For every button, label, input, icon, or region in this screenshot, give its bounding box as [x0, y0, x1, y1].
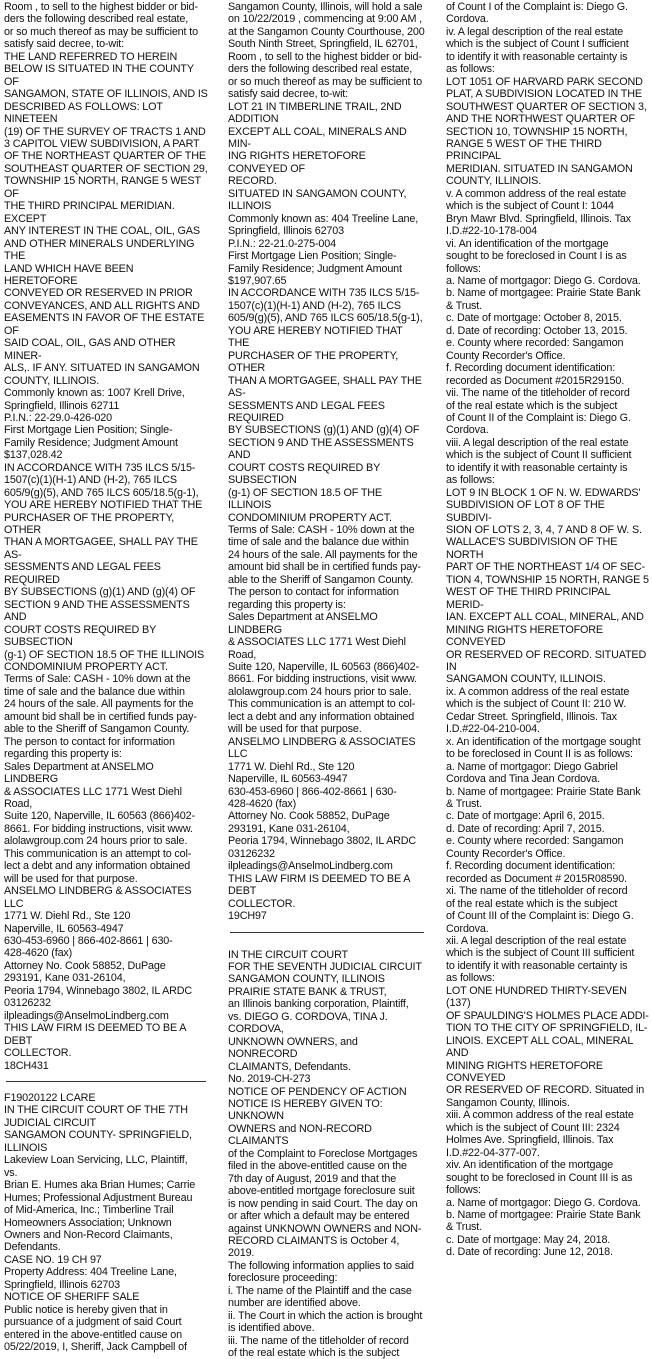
text-line: PURCHASER OF THE PROPERTY, OTHER	[4, 511, 175, 537]
text-line: ALS,. IF ANY. SITUATED IN SANGAMON	[4, 362, 200, 375]
text-line: of Count III of the Complaint is: Diego G.	[446, 910, 634, 923]
text-line: SUBDIVISION OF LOT 8 OF THE SUBDIVI-	[446, 499, 605, 524]
text-line: xi. The name of the titleholder of record	[446, 885, 628, 898]
text-line: Room , to sell to the highest bidder or bid-	[4, 1, 198, 13]
text-line: COLLECTOR.	[4, 1047, 72, 1060]
text-line: RANGE 5 WEST OF THE THIRD PRINCIPAL	[446, 137, 602, 163]
text-line: Public notice is hereby given that in	[4, 1303, 168, 1316]
text-line: IN ACCORDANCE WITH 735 ILCS 5/15-	[228, 287, 420, 300]
text-line: Sangamon County, Illinois, will hold a sale	[228, 1, 423, 13]
text-line: F19020122 LCARE	[4, 1091, 96, 1104]
notice-block	[4, 1, 208, 1072]
text-line: on 10/22/2019 , commencing at 9:00 AM ,	[228, 13, 423, 26]
text-line: ilpleadings@AnselmoLindberg.com	[228, 860, 393, 873]
text-line: Sangamon County, Illinois.	[446, 1096, 570, 1109]
text-line: THAN A MORTGAGEE, SHALL PAY THE AS-	[228, 374, 422, 400]
text-line: ilpleadings@AnselmoLindberg.com	[4, 1009, 169, 1022]
text-line: d. Date of recording: October 13, 2015.	[446, 324, 628, 337]
text-line: alolawgroup.com 24 hours prior to sale.	[4, 835, 188, 848]
text-line: at the Sangamon County Courthouse, 200	[228, 25, 425, 38]
text-line: TOWNSHIP 15 NORTH, RANGE 5 WEST OF	[4, 175, 201, 200]
text-line: which is the subject of Count II: 210 W.	[446, 698, 627, 711]
text-line: SION OF LOTS 2, 3, 4, 7 AND 8 OF W. S.	[446, 524, 642, 537]
text-line: Springfield, Illinois 62703	[228, 225, 344, 238]
text-line: vs.	[4, 1166, 18, 1179]
text-line: vs. DIEGO G. CORDOVA, TINA J.	[228, 1010, 388, 1023]
text-line: Naperville, IL 60563-4947	[228, 773, 348, 786]
text-line: 18CH431	[4, 1059, 49, 1072]
text-line: of Count II of the Complaint is: Diego G.	[446, 411, 631, 424]
text-line: (g-1) OF SECTION 18.5 OF THE ILLINOIS	[228, 486, 382, 512]
text-line: Property Address: 404 Treeline Lane,	[4, 1266, 177, 1279]
text-line: CONVEYED OR RESERVED IN PRIOR	[4, 287, 193, 300]
text-line: Commonly known as: 1007 Krell Drive,	[4, 387, 185, 400]
text-line: LOT ONE HUNDRED THIRTY-SEVEN (137)	[446, 984, 627, 1010]
text-line: DESCRIBED AS FOLLOWS: LOT NINETEEN	[4, 100, 163, 126]
text-line: UNKNOWN OWNERS, and NONRECORD	[228, 1035, 358, 1061]
text-line: b. Name of mortgagee: Prairie State Bank	[446, 1208, 641, 1221]
text-line: P.I.N.: 22-29.0-426-020	[4, 411, 112, 424]
text-line: I.D.#22-04-377-007.	[446, 1146, 540, 1159]
text-line: SANGAMON COUNTY, ILLINOIS.	[446, 673, 606, 686]
text-line: SOUTHEAST QUARTER OF SECTION 29,	[4, 162, 208, 175]
text-line: FOR THE SEVENTH JUDICIAL CIRCUIT	[228, 960, 422, 973]
text-line: YOU ARE HEREBY NOTIFIED THAT THE	[228, 324, 403, 350]
text-line: a. Name of mortgagor: Diego Gabriel	[446, 760, 618, 773]
text-line: will be used for that purpose.	[228, 723, 362, 736]
text-line: PURCHASER OF THE PROPERTY, OTHER	[228, 349, 399, 375]
text-line: EASEMENTS IN FAVOR OF THE ESTATE OF	[4, 312, 205, 337]
text-line: is identified above.	[228, 1322, 315, 1335]
text-line: to identify it with reasonable certainty is	[446, 959, 628, 972]
text-line: SOUTHWEST QUARTER OF SECTION 3,	[446, 100, 647, 113]
text-line: as follows:	[446, 63, 495, 76]
text-line: LOT 1051 OF HARVARD PARK SECOND	[446, 75, 643, 88]
text-line: SECTION 9 AND THE ASSESSMENTS AND	[4, 598, 190, 624]
text-line: of the Complaint to Foreclose Mortgages	[228, 1147, 418, 1160]
text-line: CORDOVA,	[228, 1023, 284, 1036]
text-line: THE THIRD PRINCIPAL MERIDIAN. EXCEPT	[4, 200, 175, 225]
text-line: amount bid shall be in certified funds pay-	[4, 710, 197, 723]
text-line: to identify it with reasonable certainty is	[446, 461, 628, 474]
text-line: xii. A legal description of the real estate	[446, 934, 627, 947]
text-line: 19CH97	[228, 910, 267, 923]
text-line: This communication is an attempt to col-	[228, 698, 416, 711]
text-line: I.D.#22-04-210-004.	[446, 723, 540, 736]
text-line: 428-4620 (fax)	[4, 947, 73, 960]
text-line: xiii. A common address of the real estate	[446, 1109, 634, 1122]
text-line: a. Name of mortgagor: Diego G. Cordova.	[446, 274, 641, 287]
notice-block	[228, 1, 426, 923]
text-line: SECTION 9 AND THE ASSESSMENTS AND	[228, 436, 414, 462]
text-line: above-entitled mortgage foreclosure suit	[228, 1185, 415, 1198]
text-line: Cordova.	[446, 13, 489, 26]
text-line: 630-453-6960 | 866-402-8661 | 630-	[4, 934, 173, 947]
text-line: to identify it with reasonable certainty is	[446, 50, 628, 63]
text-line: Attorney No. Cook 58852, DuPage	[228, 810, 390, 823]
text-line: 03126232	[4, 997, 51, 1010]
text-line: regarding this property is:	[228, 598, 346, 611]
text-line: follows:	[446, 262, 481, 275]
text-line: foreclosure proceeding:	[228, 1272, 338, 1285]
text-line: & Trust.	[446, 1221, 482, 1234]
text-line: viii. A legal description of the real estate	[446, 436, 629, 449]
text-line: vi. An identification of the mortgage	[446, 237, 609, 250]
text-line: YOU ARE HEREBY NOTIFIED THAT THE	[4, 499, 203, 512]
text-line: OF SPAULDING'S HOLMES PLACE ADDI-	[446, 1009, 649, 1022]
column-1	[4, 1, 208, 1354]
text-line: SANGAMON, STATE OF ILLINOIS, AND IS	[4, 88, 208, 101]
text-line: CLAIMANTS, Defendants.	[228, 1060, 351, 1073]
column-divider-rule	[6, 1081, 206, 1082]
text-line: pursuance of a judgment of said Court	[4, 1316, 182, 1329]
text-line: ii. The Court in which the action is brought	[228, 1309, 423, 1322]
text-line: as follows:	[446, 474, 495, 487]
text-line: OR RESERVED OF RECORD. Situated in	[446, 1084, 645, 1097]
text-line: of Count I of the Complaint is: Diego G.	[446, 1, 628, 13]
text-line: OR RESERVED OF RECORD. SITUATED IN	[446, 648, 647, 674]
text-line: Suite 120, Naperville, IL 60563 (866)402-	[4, 810, 195, 823]
notice-block	[446, 1, 650, 1259]
text-line: which is the subject of Count III sufficient	[446, 947, 635, 960]
text-line: SANGAMON COUNTY- SPRINGFIELD,	[4, 1129, 192, 1142]
text-line: ders the following described real estate,	[4, 13, 189, 26]
text-line: Springfield, Illinois 62703	[4, 1278, 120, 1291]
text-line: Attorney No. Cook 58852, DuPage	[4, 959, 166, 972]
text-line: OWNERS and NON-RECORD CLAIMANTS	[228, 1122, 372, 1148]
text-line: vii. The name of the titleholder of record	[446, 387, 630, 400]
text-line: iv. A legal description of the real estate	[446, 25, 624, 38]
text-line: & ASSOCIATES LLC 1771 West Diehl Road,	[4, 785, 182, 810]
text-line: to be foreclosed in Count II is as follows:	[446, 748, 633, 761]
text-line: ILLINOIS	[228, 200, 272, 213]
text-line: v. A common address of the real estate	[446, 187, 627, 200]
text-line: iii. The name of the titleholder of record	[228, 1334, 409, 1347]
text-line: WEST OF THE THIRD PRINCIPAL MERID-	[446, 586, 610, 611]
text-line: of the real estate which is the subject	[228, 1347, 400, 1359]
text-line: Cordova.	[446, 424, 489, 437]
text-line: recorded as Document #2015R29150.	[446, 374, 625, 387]
text-line: Naperville, IL 60563-4947	[4, 922, 124, 935]
text-line: able to the Sheriff of Sangamon County.	[4, 723, 190, 736]
text-line: b. Name of mortgagee: Prairie State Bank	[446, 287, 641, 300]
text-line: THAN A MORTGAGEE, SHALL PAY THE AS-	[4, 536, 198, 561]
text-line: 293191, Kane 031-26104,	[4, 972, 126, 985]
text-line: satisfy said decree, to-wit:	[4, 38, 125, 51]
text-line: Terms of Sale: CASH - 10% down at the	[4, 673, 191, 686]
text-line: a. Name of mortgagor: Diego G. Cordova.	[446, 1196, 641, 1209]
column-divider-rule	[230, 932, 424, 933]
text-line: CONDOMINIUM PROPERTY ACT.	[228, 511, 392, 524]
text-line: 1771 W. Diehl Rd., Ste 120	[228, 760, 355, 773]
text-line: i. The name of the Plaintiff and the case	[228, 1284, 412, 1297]
text-line: COUNTY, ILLINOIS.	[446, 175, 542, 188]
text-line: & ASSOCIATES LLC 1771 West Diehl Road,	[228, 636, 406, 661]
text-line: e. County where recorded: Sangamon	[446, 835, 624, 848]
text-line: COUNTY, ILLINOIS.	[4, 374, 100, 387]
text-line: Bryn Mawr Blvd. Springfield, Illinois. Tax	[446, 212, 631, 225]
text-line: 05/22/2019, I, Sheriff, Jack Campbell of	[4, 1341, 187, 1354]
text-line: Holmes Ave. Springfield, Illinois. Tax	[446, 1134, 614, 1147]
text-line: ADDITION	[228, 113, 279, 126]
text-line: alolawgroup.com 24 hours prior to sale.	[228, 685, 412, 698]
text-line: IN THE CIRCUIT COURT OF THE 7TH	[4, 1104, 188, 1117]
text-line: Peoria 1794, Winnebago 3802, IL ARDC	[228, 835, 417, 848]
text-line: Owners and Non-Record Claimants,	[4, 1228, 173, 1241]
text-line: LAND WHICH HAVE BEEN HERETOFORE	[4, 262, 134, 287]
text-line: PLAT, A SUBDIVISION LOCATED IN THE	[446, 88, 642, 101]
text-line: MERIDIAN. SITUATED IN SANGAMON	[446, 162, 633, 175]
text-line: Cordova.	[446, 922, 489, 935]
text-line: f. Recording document identification:	[446, 362, 616, 375]
text-line: c. Date of mortgage: October 8, 2015.	[446, 312, 622, 325]
text-line: against UNKNOWN OWNERS and NON-	[228, 1222, 422, 1235]
text-line: IAN. EXCEPT ALL COAL, MINERAL, AND	[446, 611, 644, 624]
text-line: time of sale and the balance due within	[228, 536, 409, 549]
text-line: MINING RIGHTS HERETOFORE CONVEYED	[446, 623, 603, 649]
text-line: ders the following described real estate,	[228, 63, 413, 76]
column-3	[446, 1, 650, 1334]
text-line: & Trust.	[446, 299, 482, 312]
text-line: b. Name of mortgagee: Prairie State Bank	[446, 785, 641, 798]
text-line: 24 hours of the sale. All payments for the	[228, 548, 418, 561]
text-line: or so much thereof as may be sufficient to	[228, 75, 422, 88]
text-line: & Trust.	[446, 798, 482, 810]
text-line: ANY INTEREST IN THE COAL, OIL, GAS	[4, 225, 200, 238]
text-line: 1507(c)(1)(H-1) AND (H-2), 765 ILCS	[228, 299, 401, 312]
text-line: SANGAMON COUNTY, ILLINOIS	[228, 973, 385, 986]
text-line: COURT COSTS REQUIRED BY SUBSECTION	[4, 623, 156, 649]
text-line: The following information applies to said	[228, 1259, 414, 1272]
text-line: an Illinois banking corporation, Plaintiff,	[228, 998, 409, 1011]
text-line: SITUATED IN SANGAMON COUNTY,	[228, 187, 407, 200]
text-line: filed in the above-entitled cause on the	[228, 1160, 407, 1173]
text-line: 3 CAPITOL VIEW SUBDIVISION, A PART	[4, 137, 200, 150]
text-line: $137,028.42	[4, 449, 63, 462]
text-line: will be used for that purpose.	[4, 872, 138, 885]
text-line: First Mortgage Lien Position; Single-	[228, 250, 397, 263]
text-line: P.I.N.: 22-21.0-275-004	[228, 237, 336, 250]
text-line: 1507(c)(1)(H-1) AND (H-2), 765 ILCS	[4, 474, 177, 487]
text-line: (19) OF THE SURVEY OF TRACTS 1 AND	[4, 125, 206, 138]
text-line: LINOIS. EXCEPT ALL COAL, MINERAL AND	[446, 1034, 633, 1060]
text-line: d. Date of recording: April 7, 2015.	[446, 822, 605, 835]
text-line: OF THE NORTHEAST QUARTER OF THE	[4, 150, 206, 163]
text-line: THIS LAW FIRM IS DEEMED TO BE A DEBT	[228, 872, 410, 898]
text-line: 293191, Kane 031-26104,	[228, 822, 350, 835]
text-line: BELOW IS SITUATED IN THE COUNTY OF	[4, 63, 194, 88]
text-line: as follows:	[446, 972, 495, 985]
text-line: d. Date of recording: June 12, 2018.	[446, 1246, 613, 1259]
text-line: Humes; Professional Adjustment Bureau	[4, 1191, 193, 1204]
text-line: Terms of Sale: CASH - 10% down at the	[228, 524, 415, 537]
text-line: ING RIGHTS HERETOFORE CONVEYED OF	[228, 150, 366, 175]
text-line: LOT 21 IN TIMBERLINE TRAIL, 2ND	[228, 100, 402, 113]
text-line: CASE NO. 19 CH 97	[4, 1253, 102, 1266]
text-line: Commonly known as: 404 Treeline Lane,	[228, 212, 419, 225]
text-line: ILLINOIS	[4, 1141, 48, 1154]
text-line: 8661. For bidding instructions, visit www.	[228, 673, 417, 686]
text-line: CONDOMINIUM PROPERTY ACT.	[4, 661, 168, 674]
text-line: COLLECTOR.	[228, 897, 296, 910]
text-line: The person to contact for information	[4, 735, 175, 748]
text-line: County Recorder's Office.	[446, 847, 566, 860]
text-line: NOTICE IS HEREBY GIVEN TO: UNKNOWN	[228, 1097, 383, 1123]
text-line: NOTICE OF PENDENCY OF ACTION	[228, 1085, 407, 1098]
text-line: EXCEPT ALL COAL, MINERALS AND MIN-	[228, 125, 407, 150]
text-line: 605/9(g)(5), AND 765 ILCS 605/18.5(g-1),	[4, 486, 199, 499]
text-line: 7th day of August, 2019 and that the	[228, 1172, 397, 1185]
text-line: which is the subject of Count I sufficient	[446, 38, 629, 51]
text-line: which is the subject of Count I: 1044	[446, 200, 614, 213]
text-line: Sales Department at ANSELMO LINDBERG	[228, 611, 378, 636]
text-line: 1771 W. Diehl Rd., Ste 120	[4, 910, 131, 923]
text-line: TION 4, TOWNSHIP 15 NORTH, RANGE 5	[446, 573, 649, 586]
text-line: 03126232	[228, 847, 275, 860]
text-line: number are identified above.	[228, 1297, 361, 1310]
text-line: 605/9(g)(5), AND 765 ILCS 605/18.5(g-1),	[228, 312, 423, 325]
text-line: TION TO THE CITY OF SPRINGFIELD, IL-	[446, 1022, 648, 1035]
text-line: JUDICIAL CIRCUIT	[4, 1116, 96, 1129]
text-line: Family Residence; Judgment Amount	[4, 436, 178, 449]
text-line: AND OTHER MINERALS UNDERLYING THE	[4, 237, 195, 263]
text-line: Springfield, Illinois 62711	[4, 399, 120, 412]
text-line: (g-1) OF SECTION 18.5 OF THE ILLINOIS	[4, 648, 205, 661]
text-line: NOTICE OF SHERIFF SALE	[4, 1291, 140, 1304]
text-line: Sales Department at ANSELMO LINDBERG	[4, 760, 154, 786]
text-line: sought to be foreclosed in Count I is as	[446, 250, 627, 263]
text-line: THIS LAW FIRM IS DEEMED TO BE A DEBT	[4, 1022, 186, 1047]
text-line: SECTION 10, TOWNSHIP 15 NORTH,	[446, 125, 628, 138]
text-line: which is the subject of Count III: 2324	[446, 1121, 620, 1134]
text-line: County Recorder's Office.	[446, 349, 566, 362]
notice-block	[228, 949, 426, 1359]
text-line: SAID COAL, OIL, GAS AND OTHER MINER-	[4, 337, 176, 362]
text-line: This communication is an attempt to col-	[4, 847, 192, 860]
text-line: RECORD.	[228, 175, 277, 188]
text-line: Lakeview Loan Servicing, LLC, Plaintiff,	[4, 1154, 188, 1167]
text-line: 24 hours of the sale. All payments for the	[4, 698, 194, 711]
text-line: 630-453-6960 | 866-402-8661 | 630-	[228, 785, 397, 798]
text-line: AND THE NORTHWEST QUARTER OF	[446, 113, 635, 126]
text-line: IN ACCORDANCE WITH 735 ILCS 5/15-	[4, 461, 196, 474]
text-line: lect a debt and any information obtained	[228, 710, 415, 723]
text-line: lect a debt and any information obtained	[4, 860, 191, 873]
column-2	[228, 1, 426, 1359]
text-line: PART OF THE NORTHEAST 1/4 OF SEC-	[446, 561, 646, 574]
text-line: PRAIRIE STATE BANK & TRUST,	[228, 985, 387, 998]
text-line: No. 2019-CH-273	[228, 1073, 311, 1086]
notice-block	[4, 1092, 208, 1354]
text-line: South Ninth Street, Springfield, IL 62701,	[228, 38, 418, 51]
text-line: or so much thereof as may be sufficient to	[4, 25, 198, 38]
text-line: which is the subject of Count II sufficient	[446, 449, 632, 462]
text-line: ANSELMO LINDBERG & ASSOCIATES LLC	[4, 885, 192, 910]
text-line: COURT COSTS REQUIRED BY SUBSECTION	[228, 461, 380, 487]
text-line: c. Date of mortgage: April 6, 2015.	[446, 810, 605, 823]
text-line: I.D.#22-10-178-004	[446, 225, 537, 238]
text-line: or after which a default may be entered	[228, 1210, 410, 1223]
text-line: of the real estate which is the subject	[446, 399, 618, 412]
text-line: SESSMENTS AND LEGAL FEES REQUIRED	[4, 561, 161, 586]
text-line: SESSMENTS AND LEGAL FEES REQUIRED	[228, 399, 385, 424]
text-line: $197,907.65	[228, 274, 287, 287]
text-line: of the real estate which is the subject	[446, 897, 618, 910]
text-line: ANSELMO LINDBERG & ASSOCIATES LLC	[228, 735, 416, 761]
text-line: able to the Sheriff of Sangamon County.	[228, 573, 414, 586]
text-line: 8661. For bidding instructions, visit www.	[4, 822, 193, 835]
text-line: RECORD CLAIMANTS is October 4, 2019.	[228, 1234, 400, 1260]
text-line: time of sale and the balance due within	[4, 685, 185, 698]
text-line: BY SUBSECTIONS (g)(1) AND (g)(4) OF	[4, 586, 196, 599]
text-line: e. County where recorded: Sangamon	[446, 337, 624, 350]
text-line: sought to be foreclosed in Count III is as	[446, 1171, 633, 1184]
text-line: is now pending in said Court. The day on	[228, 1197, 418, 1210]
text-line: Cordova and Tina Jean Cordova.	[446, 773, 600, 786]
text-line: First Mortgage Lien Position; Single-	[4, 424, 173, 437]
text-line: THE LAND REFERRED TO HEREIN	[4, 50, 178, 63]
text-line: Family Residence; Judgment Amount	[228, 262, 402, 275]
text-line: CONVEYANCES, AND ALL RIGHTS AND	[4, 299, 200, 312]
text-line: f. Recording document identification:	[446, 860, 616, 873]
text-line: satisfy said decree, to-wit:	[228, 88, 349, 101]
text-line: Room , to sell to the highest bidder or bid-	[228, 50, 422, 63]
text-line: ix. A common address of the real estate	[446, 685, 630, 698]
text-line: amount bid shall be in certified funds pay-	[228, 561, 421, 574]
text-line: c. Date of mortgage: May 24, 2018.	[446, 1233, 611, 1246]
text-line: Brian E. Humes aka Brian Humes; Carrie	[4, 1179, 196, 1192]
text-line: regarding this property is:	[4, 748, 122, 761]
text-line: BY SUBSECTIONS (g)(1) AND (g)(4) OF	[228, 424, 420, 437]
text-line: entered in the above-entitled cause on	[4, 1328, 182, 1341]
text-line: 428-4620 (fax)	[228, 798, 297, 810]
text-line: Peoria 1794, Winnebago 3802, IL ARDC	[4, 984, 193, 997]
text-line: x. An identification of the mortgage sought	[446, 735, 641, 748]
text-line: recorded as Document # 2015R08590.	[446, 872, 627, 885]
text-line: IN THE CIRCUIT COURT	[228, 948, 348, 961]
text-line: Suite 120, Naperville, IL 60563 (866)402-	[228, 661, 419, 674]
text-line: MINING RIGHTS HERETOFORE CONVEYED	[446, 1059, 603, 1084]
text-line: LOT 9 IN BLOCK 1 OF N. W. EDWARDS'	[446, 486, 641, 499]
text-line: Homeowners Association; Unknown	[4, 1216, 172, 1229]
text-line: xiv. An identification of the mortgage	[446, 1159, 613, 1172]
text-line: of Mid-America, Inc.; Timberline Trail	[4, 1204, 174, 1217]
text-line: Defendants.	[4, 1241, 61, 1254]
text-line: WALLACE'S SUBDIVISION OF THE NORTH	[446, 536, 618, 561]
text-line: The person to contact for information	[228, 586, 399, 599]
text-line: Cedar Street. Springfield, Illinois. Tax	[446, 710, 617, 723]
text-line: follows:	[446, 1184, 481, 1197]
